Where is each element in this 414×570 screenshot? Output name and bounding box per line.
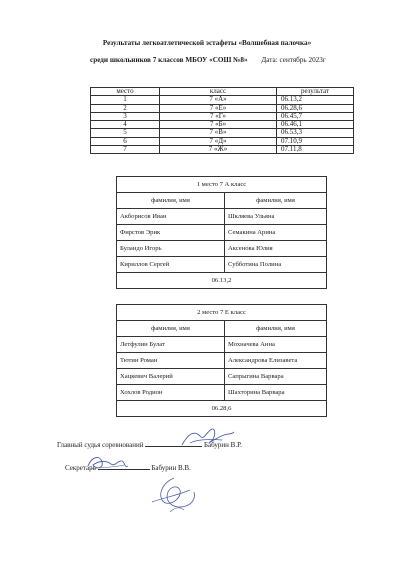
results-header-place: место bbox=[91, 88, 160, 96]
girl-name: Шкляева Ульяна bbox=[225, 209, 327, 225]
secretary-name: Бабурин В.В. bbox=[151, 464, 191, 472]
table-row bbox=[117, 241, 327, 257]
result-place: 1 bbox=[91, 96, 160, 104]
judge-name: Бабурин В.Р. bbox=[204, 441, 242, 449]
judge-label: Главный судья соревнований bbox=[57, 441, 144, 449]
girl-name: Семакина Арина bbox=[225, 225, 327, 241]
results-table bbox=[90, 87, 354, 154]
document-date: Дата: сентябрь 2023г bbox=[261, 56, 326, 64]
girl-name: Мохначева Анна bbox=[225, 337, 327, 353]
result-time: 06.46,1 bbox=[277, 121, 354, 129]
girl-name: Аксенова Юлия bbox=[225, 241, 327, 257]
result-class: 7 «Е» bbox=[160, 104, 277, 112]
table-row bbox=[117, 257, 327, 273]
boy-name: Летфулин Булат bbox=[117, 337, 225, 353]
boy-name: Буландо Игорь bbox=[117, 241, 225, 257]
result-place: 4 bbox=[91, 121, 160, 129]
girl-name: Сапрыгина Варвара bbox=[225, 369, 327, 385]
team-title-row bbox=[117, 177, 327, 193]
document-subtitle-line bbox=[90, 56, 326, 64]
team-table-second-place bbox=[116, 304, 327, 417]
result-time: 07.11,8 bbox=[277, 146, 354, 154]
result-place: 6 bbox=[91, 137, 160, 145]
team-header-col1: фамилия, имя bbox=[117, 193, 225, 209]
result-class: 7 «Б» bbox=[160, 121, 277, 129]
team-header-col2: фамилия, имя bbox=[225, 193, 327, 209]
boy-name: Акборисов Иван bbox=[117, 209, 225, 225]
team-header-row bbox=[117, 321, 327, 337]
team-table-first-place bbox=[116, 176, 327, 289]
team-result-row bbox=[117, 401, 327, 417]
table-row bbox=[117, 353, 327, 369]
results-header-class: класс bbox=[160, 88, 277, 96]
table-row bbox=[117, 337, 327, 353]
team-title: 1 место 7 А класс bbox=[117, 177, 327, 193]
table-row bbox=[117, 369, 327, 385]
team-title-row bbox=[117, 305, 327, 321]
result-time: 06.45,7 bbox=[277, 112, 354, 120]
table-row bbox=[117, 209, 327, 225]
result-class: 7 «Д» bbox=[160, 137, 277, 145]
team-title: 2 место 7 Е класс bbox=[117, 305, 327, 321]
boy-name: Тютин Роман bbox=[117, 353, 225, 369]
document-subtitle: среди школьников 7 классов МБОУ «СОШ №8» bbox=[90, 56, 248, 64]
boy-name: Хохлов Родион bbox=[117, 385, 225, 401]
result-time: 06.53,3 bbox=[277, 129, 354, 137]
boy-name: Хацкевич Валерий bbox=[117, 369, 225, 385]
result-class: 7 «В» bbox=[160, 129, 277, 137]
result-class: 7 «Ж» bbox=[160, 146, 277, 154]
result-class: 7 «А» bbox=[160, 96, 277, 104]
secretary-label: Секретарь bbox=[65, 464, 96, 472]
table-row bbox=[91, 146, 354, 154]
table-row bbox=[117, 225, 327, 241]
girl-name: Александрова Елизавета bbox=[225, 353, 327, 369]
team-result: 06.28,6 bbox=[117, 401, 327, 417]
result-place: 3 bbox=[91, 112, 160, 120]
result-place: 2 bbox=[91, 104, 160, 112]
result-place: 7 bbox=[91, 146, 160, 154]
result-time: 07.10,9 bbox=[277, 137, 354, 145]
girl-name: Шахторина Варвара bbox=[225, 385, 327, 401]
team-header-row bbox=[117, 193, 327, 209]
result-class: 7 «Г» bbox=[160, 112, 277, 120]
table-row bbox=[91, 96, 354, 104]
result-time: 06.28,6 bbox=[277, 104, 354, 112]
team-result: 06.13,2 bbox=[117, 273, 327, 289]
team-header-col2: фамилия, имя bbox=[225, 321, 327, 337]
team-result-row bbox=[117, 273, 327, 289]
secretary-handwritten-signature bbox=[84, 452, 132, 474]
result-time: 06.13,2 bbox=[277, 96, 354, 104]
judge-handwritten-signature bbox=[176, 426, 238, 448]
boy-name: Кириллов Сергей bbox=[117, 257, 225, 273]
large-handwritten-signature bbox=[144, 472, 202, 518]
team-header-col1: фамилия, имя bbox=[117, 321, 225, 337]
result-place: 5 bbox=[91, 129, 160, 137]
girl-name: Субботина Полина bbox=[225, 257, 327, 273]
document-title: Результаты легкоатлетической эстафеты «Волшебная палочка» bbox=[102, 39, 312, 47]
boy-name: Фирстов Эрик bbox=[117, 225, 225, 241]
table-row bbox=[117, 385, 327, 401]
results-header-result: результат bbox=[277, 88, 354, 96]
